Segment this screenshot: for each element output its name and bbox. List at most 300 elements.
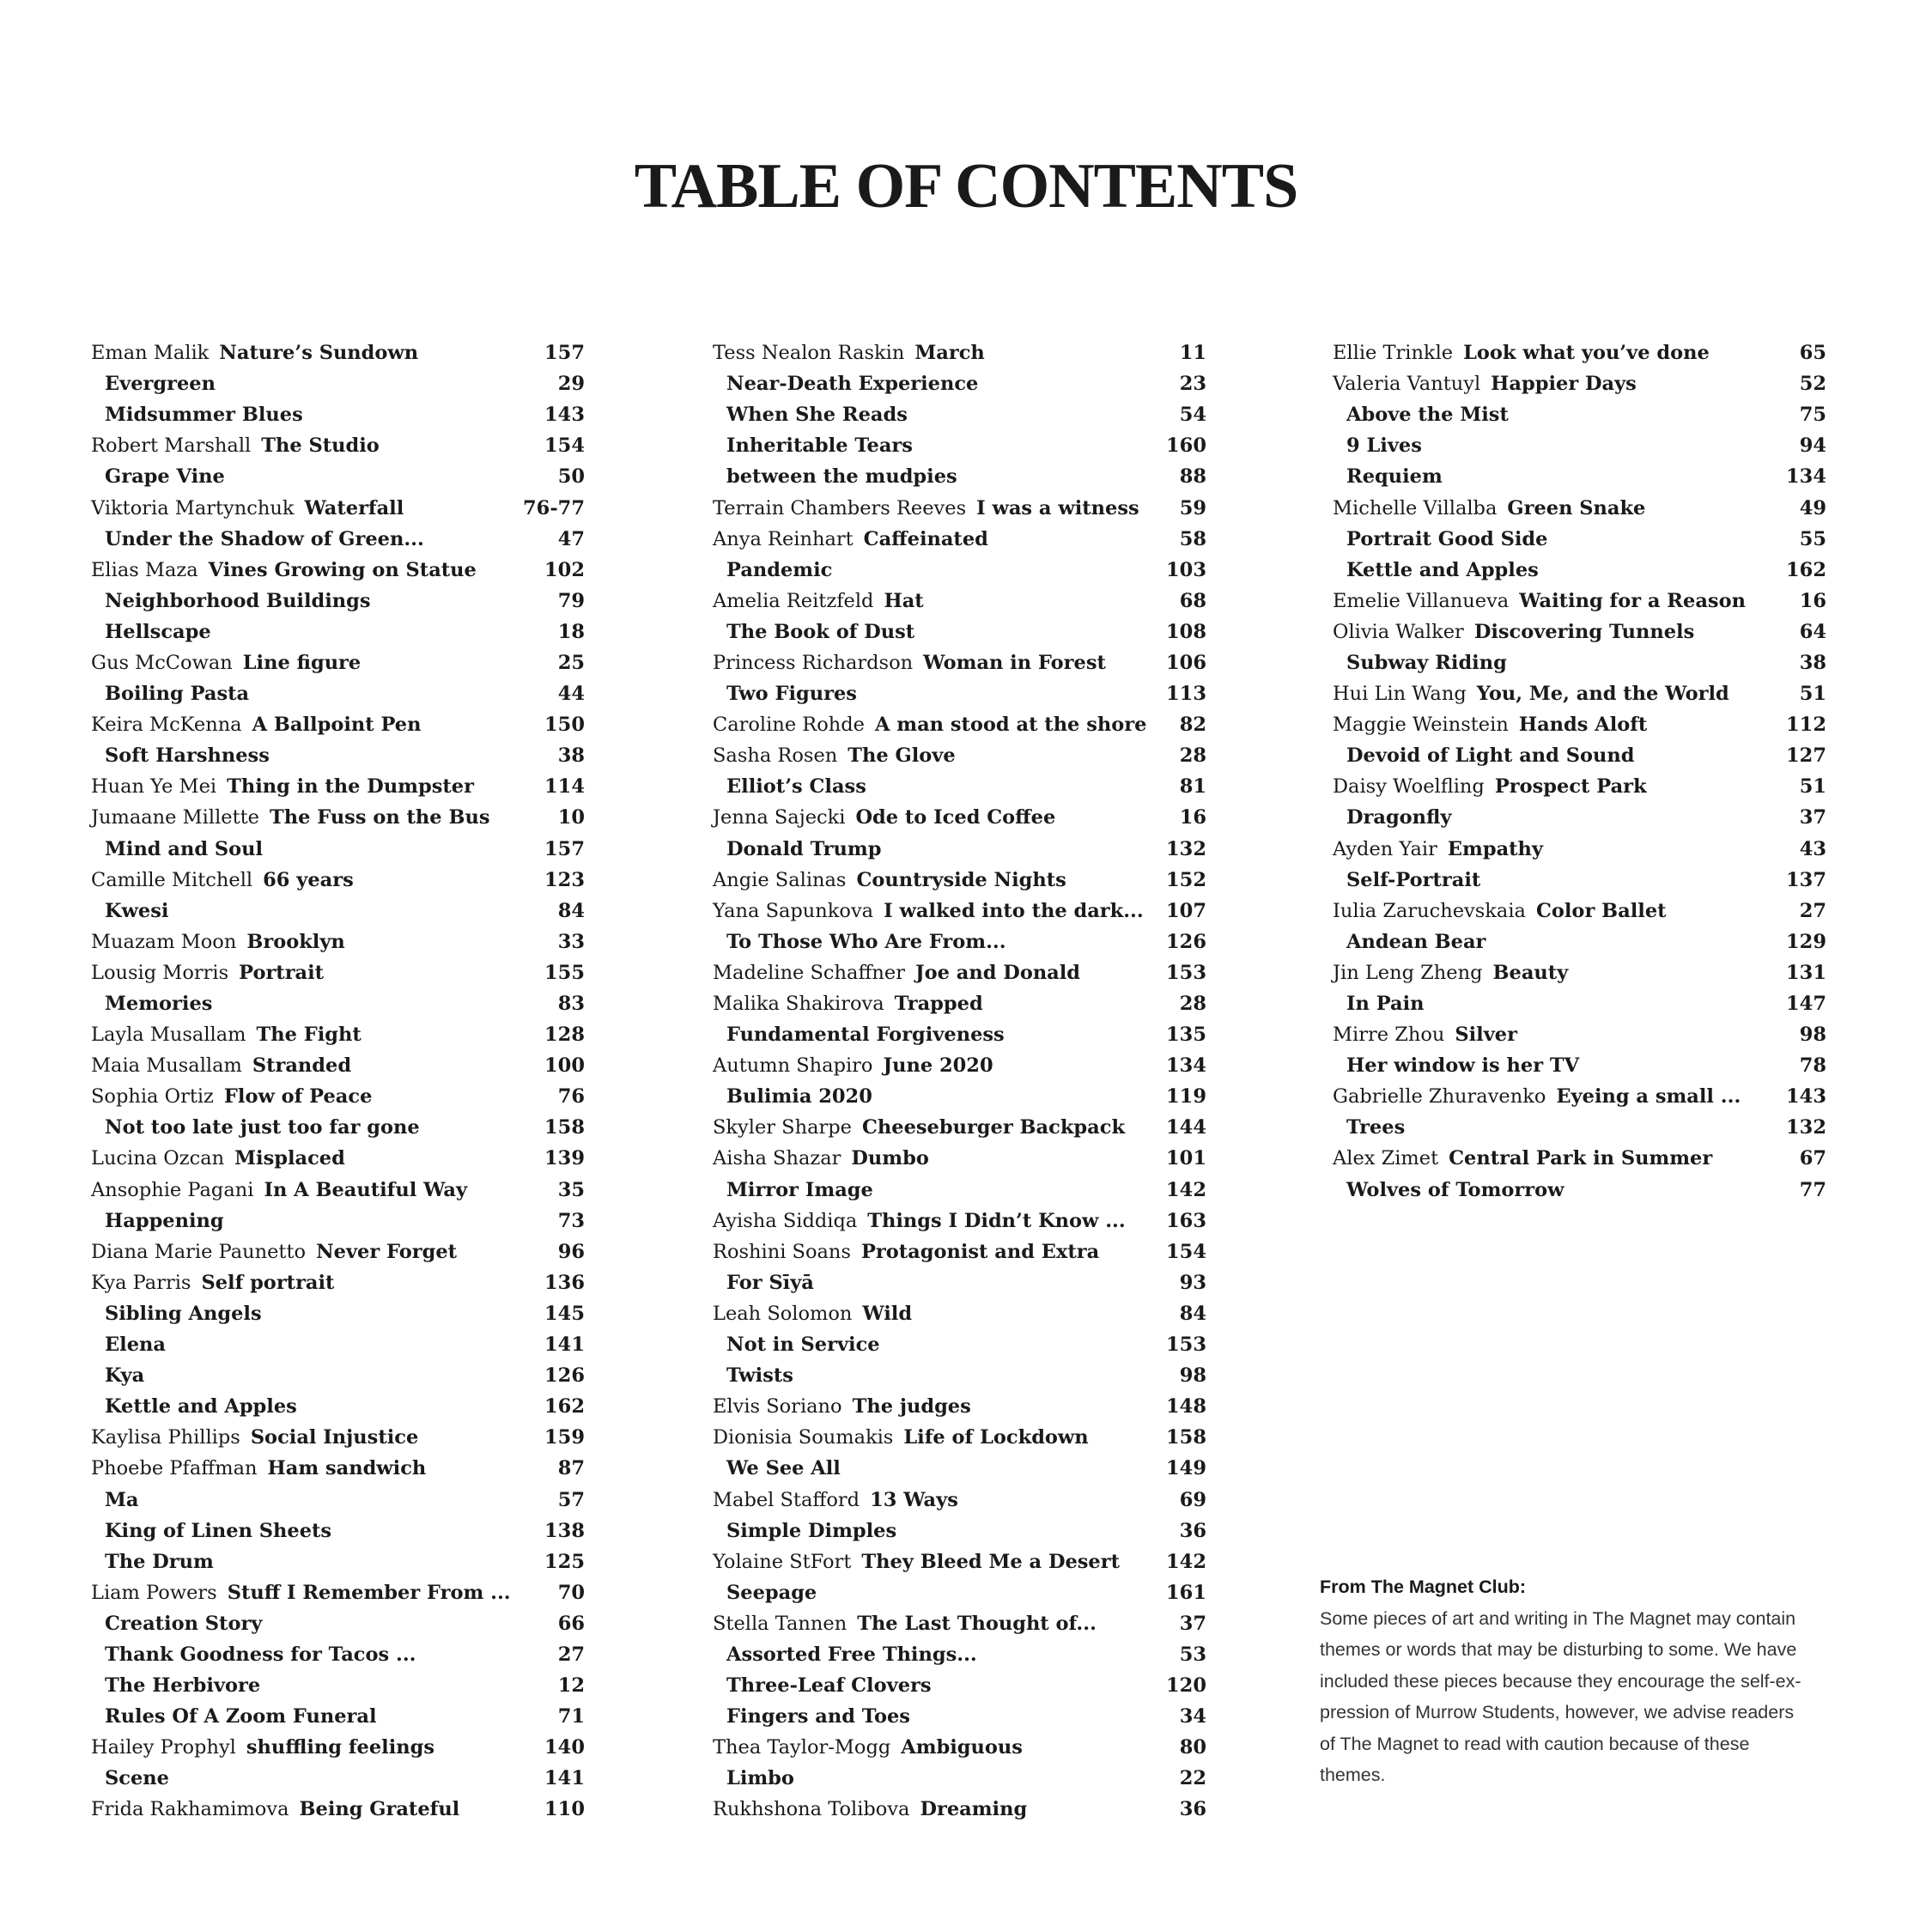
toc-piece-title: Central Park in Summer <box>1449 1147 1713 1170</box>
toc-entry <box>91 1081 585 1112</box>
toc-page-number: 131 <box>1786 961 1826 984</box>
toc-page-number: 23 <box>1179 373 1206 396</box>
toc-entry <box>713 1794 1206 1825</box>
toc-piece-title: Elliot’s Class <box>726 775 866 799</box>
toc-piece-title: Waterfall <box>304 496 404 519</box>
toc-entry <box>91 617 585 647</box>
toc-page-number: 22 <box>1179 1767 1206 1790</box>
toc-piece-title: Kettle and Apples <box>105 1395 297 1419</box>
toc-author: Frida Rakhamimova <box>91 1798 289 1821</box>
toc-entry <box>713 1050 1206 1081</box>
toc-entry <box>713 802 1206 833</box>
toc-author: Dionisia Soumakis <box>713 1426 894 1449</box>
toc-piece-title: Happening <box>105 1209 224 1232</box>
toc-entry <box>91 1453 585 1484</box>
toc-author: Phoebe Pfaffman <box>91 1457 258 1480</box>
toc-piece-title: Wolves of Tomorrow <box>1346 1178 1564 1201</box>
toc-entry <box>713 1143 1206 1174</box>
toc-page-number: 160 <box>1166 434 1206 458</box>
toc-entry <box>1333 957 1826 988</box>
toc-piece-title: Mind and Soul <box>105 837 264 860</box>
toc-entry <box>91 1484 585 1515</box>
toc-page-number: 137 <box>1786 868 1826 891</box>
toc-entry <box>713 1112 1206 1143</box>
toc-author: Yana Sapunkova <box>713 899 874 922</box>
toc-piece-title: Stranded <box>252 1054 352 1078</box>
note-line: themes. <box>1320 1765 1386 1785</box>
note-line: included these pieces because they encourage the self-ex- <box>1320 1670 1801 1692</box>
toc-piece-title: March <box>914 342 985 365</box>
toc-page-number: 134 <box>1166 1054 1206 1078</box>
toc-entry <box>713 1516 1206 1546</box>
toc-author: Daisy Woelfling <box>1333 775 1485 799</box>
toc-page-number: 154 <box>544 434 585 458</box>
toc-piece-title: Nature’s Sundown <box>219 342 419 365</box>
toc-page-number: 38 <box>1799 651 1826 674</box>
toc-entry <box>1333 709 1826 740</box>
toc-page-number: 128 <box>544 1024 585 1047</box>
toc-author: Caroline Rohde <box>713 714 865 737</box>
toc-page-number: 65 <box>1799 342 1826 365</box>
toc-page-number: 98 <box>1799 1024 1826 1047</box>
toc-page-number: 10 <box>557 806 585 829</box>
toc-author: Hui Lin Wang <box>1333 683 1467 706</box>
toc-page-number: 100 <box>544 1054 585 1078</box>
toc-entry <box>91 988 585 1019</box>
toc-page-number: 84 <box>557 899 585 922</box>
toc-page-number: 28 <box>1179 993 1206 1016</box>
toc-entry <box>713 1608 1206 1639</box>
toc-page-number: 75 <box>1799 404 1826 427</box>
toc-page-number: 66 <box>557 1612 585 1635</box>
toc-author: Kya Parris <box>91 1271 191 1294</box>
toc-piece-title: Fundamental Forgiveness <box>726 1024 1005 1047</box>
toc-entry <box>713 461 1206 492</box>
toc-piece-title: Thing in the Dumpster <box>227 775 474 799</box>
toc-page-number: 18 <box>557 620 585 643</box>
toc-piece-title: Wild <box>862 1302 913 1325</box>
toc-piece-title: Silver <box>1455 1024 1517 1047</box>
toc-entry <box>91 896 585 927</box>
toc-page-number: 84 <box>1179 1302 1206 1325</box>
toc-page-number: 16 <box>1799 589 1826 612</box>
toc-piece-title: Eyeing a small ... <box>1556 1085 1741 1109</box>
toc-piece-title: Three-Leaf Clovers <box>726 1674 932 1698</box>
toc-page-number: 83 <box>557 993 585 1016</box>
toc-piece-title: Twists <box>726 1364 793 1388</box>
toc-entry <box>91 927 585 957</box>
toc-page-number: 143 <box>544 404 585 427</box>
toc-entry <box>713 771 1206 802</box>
toc-piece-title: Devoid of Light and Sound <box>1346 744 1635 768</box>
toc-entry <box>713 368 1206 399</box>
toc-page-number: 152 <box>1166 868 1206 891</box>
toc-piece-title: Things I Didn’t Know ... <box>867 1209 1126 1232</box>
toc-entry <box>713 1546 1206 1577</box>
toc-entry <box>713 1175 1206 1206</box>
toc-piece-title: They Bleed Me a Desert <box>861 1550 1120 1573</box>
toc-page-number: 52 <box>1799 373 1826 396</box>
toc-column-1 <box>91 337 585 1826</box>
toc-page-number: 108 <box>1166 620 1206 643</box>
toc-piece-title: Grape Vine <box>105 465 225 489</box>
toc-piece-title: Evergreen <box>105 373 216 396</box>
toc-page-number: 27 <box>557 1643 585 1666</box>
toc-piece-title: Trapped <box>894 993 983 1016</box>
toc-entry <box>91 1794 585 1825</box>
toc-page-number: 136 <box>544 1271 585 1294</box>
toc-piece-title: Discovering Tunnels <box>1473 620 1695 643</box>
toc-entry <box>91 957 585 988</box>
toc-piece-title: The Book of Dust <box>726 620 915 643</box>
toc-page-number: 153 <box>1166 961 1206 984</box>
toc-page-number: 101 <box>1166 1147 1206 1170</box>
toc-page-number: 162 <box>544 1395 585 1419</box>
toc-entry <box>1333 337 1826 368</box>
toc-entry <box>1333 896 1826 927</box>
toc-author: Skyler Sharpe <box>713 1116 852 1139</box>
toc-author: Kaylisa Phillips <box>91 1426 240 1449</box>
toc-entry <box>91 1670 585 1701</box>
toc-piece-title: Simple Dimples <box>726 1519 897 1542</box>
toc-piece-title: Countryside Nights <box>856 868 1066 891</box>
toc-entry <box>1333 586 1826 617</box>
toc-page-number: 80 <box>1179 1736 1206 1759</box>
toc-author: Valeria Vantuyl <box>1333 373 1481 396</box>
toc-author: Michelle Villalba <box>1333 496 1498 519</box>
toc-page-number: 159 <box>544 1426 585 1449</box>
toc-page-number: 37 <box>1179 1612 1206 1635</box>
toc-entry <box>713 927 1206 957</box>
toc-entry <box>713 957 1206 988</box>
toc-entry <box>713 1701 1206 1732</box>
toc-page-number: 88 <box>1179 465 1206 489</box>
toc-entry <box>91 1329 585 1360</box>
note-line: of The Magnet to read with caution because of these <box>1320 1733 1750 1754</box>
toc-piece-title: Being Grateful <box>299 1798 460 1821</box>
toc-entry <box>713 617 1206 647</box>
toc-page-number: 70 <box>557 1581 585 1604</box>
toc-page-number: 79 <box>557 589 585 612</box>
toc-piece-title: June 2020 <box>883 1054 993 1078</box>
toc-piece-title: The Studio <box>261 434 380 458</box>
toc-page-number: 87 <box>557 1457 585 1480</box>
toc-entry <box>91 461 585 492</box>
toc-entry <box>91 1391 585 1422</box>
toc-page-number: 29 <box>557 373 585 396</box>
toc-piece-title: Joe and Donald <box>915 961 1081 984</box>
toc-page-number: 94 <box>1799 434 1826 458</box>
toc-piece-title: In Pain <box>1346 993 1425 1016</box>
toc-entry <box>91 802 585 833</box>
toc-author: Anya Reinhart <box>713 527 854 550</box>
toc-piece-title: Seepage <box>726 1581 817 1604</box>
toc-piece-title: In A Beautiful Way <box>264 1178 468 1201</box>
toc-entry <box>91 1608 585 1639</box>
toc-page-number: 38 <box>557 744 585 768</box>
toc-piece-title: Dreaming <box>920 1798 1028 1821</box>
toc-piece-title: Assorted Free Things... <box>726 1643 977 1666</box>
toc-entry <box>713 1763 1206 1794</box>
toc-author: Mabel Stafford <box>713 1488 860 1511</box>
toc-piece-title: You, Me, and the World <box>1476 683 1729 706</box>
toc-entry <box>91 1577 585 1608</box>
toc-entry <box>91 586 585 617</box>
toc-entry <box>91 399 585 430</box>
toc-entry <box>1333 771 1826 802</box>
toc-page-number: 157 <box>544 342 585 365</box>
toc-entry <box>91 1112 585 1143</box>
toc-page-number: 125 <box>544 1550 585 1573</box>
toc-piece-title: Kettle and Apples <box>1346 558 1539 581</box>
toc-entry <box>1333 865 1826 896</box>
toc-author: Camille Mitchell <box>91 868 253 891</box>
toc-page-number: 82 <box>1179 714 1206 737</box>
toc-page-number: 112 <box>1786 714 1826 737</box>
toc-piece-title: The Drum <box>105 1550 214 1573</box>
toc-author: Hailey Prophyl <box>91 1736 236 1759</box>
toc-page-number: 36 <box>1179 1798 1206 1821</box>
toc-piece-title: Under the Shadow of Green... <box>105 527 424 550</box>
toc-entry <box>1333 802 1826 833</box>
toc-piece-title: Portrait Good Side <box>1346 527 1548 550</box>
toc-author: Eman Malik <box>91 342 210 365</box>
toc-author: Jin Leng Zheng <box>1333 961 1483 984</box>
toc-piece-title: Bulimia 2020 <box>726 1085 872 1109</box>
toc-piece-title: Creation Story <box>105 1612 263 1635</box>
toc-piece-title: Donald Trump <box>726 837 882 860</box>
toc-author: Maia Musallam <box>91 1054 242 1078</box>
toc-page-number: 16 <box>1179 806 1206 829</box>
toc-entry <box>1333 524 1826 555</box>
toc-page-number: 59 <box>1179 496 1206 519</box>
toc-piece-title: Ham sandwich <box>267 1457 427 1480</box>
toc-piece-title: Sibling Angels <box>105 1302 262 1325</box>
toc-author: Tess Nealon Raskin <box>713 342 905 365</box>
toc-entry <box>91 1298 585 1329</box>
toc-page-number: 73 <box>557 1209 585 1232</box>
toc-page-number: 163 <box>1166 1209 1206 1232</box>
toc-entry <box>1333 368 1826 399</box>
toc-entry <box>713 337 1206 368</box>
toc-entry <box>91 524 585 555</box>
toc-entry <box>1333 492 1826 523</box>
toc-entry <box>91 1546 585 1577</box>
toc-page-number: 135 <box>1166 1024 1206 1047</box>
toc-page-number: 153 <box>1166 1334 1206 1357</box>
toc-piece-title: Kwesi <box>105 899 169 922</box>
toc-entry <box>713 1732 1206 1763</box>
toc-piece-title: Life of Lockdown <box>903 1426 1089 1449</box>
toc-author: Iulia Zaruchevskaia <box>1333 899 1526 922</box>
toc-page-number: 64 <box>1799 620 1826 643</box>
toc-entry <box>1333 430 1826 461</box>
toc-author: Terrain Chambers Reeves <box>713 496 967 519</box>
toc-page-number: 143 <box>1786 1085 1826 1109</box>
toc-piece-title: To Those Who Are From... <box>726 930 1006 953</box>
toc-entry <box>1333 647 1826 678</box>
toc-entry <box>91 647 585 678</box>
toc-author: Viktoria Martynchuk <box>91 496 295 519</box>
toc-page-number: 140 <box>544 1736 585 1759</box>
toc-page-number: 51 <box>1799 775 1826 799</box>
toc-page-number: 54 <box>1179 404 1206 427</box>
toc-page-number: 144 <box>1166 1116 1206 1139</box>
toc-page-number: 142 <box>1166 1178 1206 1201</box>
toc-entry <box>713 1360 1206 1391</box>
toc-piece-title: Fingers and Toes <box>726 1705 910 1728</box>
toc-author: Aisha Shazar <box>713 1147 841 1170</box>
toc-page-number: 68 <box>1179 589 1206 612</box>
toc-page-number: 155 <box>544 961 585 984</box>
toc-page-number: 78 <box>1799 1054 1826 1078</box>
toc-piece-title: We See All <box>726 1457 841 1480</box>
toc-piece-title: Near-Death Experience <box>726 373 979 396</box>
toc-entry <box>713 834 1206 865</box>
toc-page-number: 37 <box>1799 806 1826 829</box>
toc-piece-title: Woman in Forest <box>923 651 1106 674</box>
note-line: Some pieces of art and writing in The Magnet may contain <box>1320 1607 1796 1629</box>
toc-entry <box>713 678 1206 709</box>
toc-entry <box>1333 834 1826 865</box>
toc-page-number: 50 <box>557 465 585 489</box>
toc-entry <box>1333 927 1826 957</box>
toc-entry <box>713 1236 1206 1267</box>
toc-piece-title: Social Injustice <box>250 1426 419 1449</box>
toc-author: Sasha Rosen <box>713 744 838 768</box>
toc-piece-title: Dragonfly <box>1346 806 1452 829</box>
toc-author: Jumaane Millette <box>91 806 259 829</box>
toc-author: Angie Salinas <box>713 868 847 891</box>
toc-entry <box>91 1143 585 1174</box>
toc-piece-title: Not too late just too far gone <box>105 1116 420 1139</box>
toc-piece-title: Hands Aloft <box>1518 714 1648 737</box>
toc-page-number: 113 <box>1166 683 1206 706</box>
toc-piece-title: Inheritable Tears <box>726 434 913 458</box>
toc-author: Alex Zimet <box>1333 1147 1439 1170</box>
toc-page-number: 77 <box>1799 1178 1826 1201</box>
toc-author: Lucina Ozcan <box>91 1147 225 1170</box>
toc-entry <box>1333 399 1826 430</box>
toc-piece-title: Neighborhood Buildings <box>105 589 371 612</box>
toc-piece-title: shuffling feelings <box>246 1736 435 1759</box>
toc-entry <box>713 988 1206 1019</box>
toc-page-number: 35 <box>557 1178 585 1201</box>
toc-entry <box>91 555 585 586</box>
toc-page-number: 58 <box>1179 527 1206 550</box>
toc-entry <box>91 1206 585 1236</box>
toc-author: Madeline Schaffner <box>713 961 905 984</box>
toc-page-number: 106 <box>1166 651 1206 674</box>
toc-piece-title: Her window is her TV <box>1346 1054 1580 1078</box>
note-heading: From The Magnet Club: <box>1320 1577 1527 1597</box>
toc-page-number: 103 <box>1166 558 1206 581</box>
toc-piece-title: Line figure <box>242 651 361 674</box>
toc-author: Gabrielle Zhuravenko <box>1333 1085 1546 1109</box>
toc-piece-title: Two Figures <box>726 683 857 706</box>
toc-piece-title: Flow of Peace <box>223 1085 373 1109</box>
toc-author: Maggie Weinstein <box>1333 714 1509 737</box>
toc-piece-title: 9 Lives <box>1346 434 1422 458</box>
toc-piece-title: Cheeseburger Backpack <box>861 1116 1126 1139</box>
toc-author: Lousig Morris <box>91 961 229 984</box>
toc-author: Sophia Ortiz <box>91 1085 214 1109</box>
toc-entry <box>713 1484 1206 1515</box>
toc-entry <box>1333 461 1826 492</box>
magnet-club-note <box>1320 1571 1844 1791</box>
toc-page-number: 154 <box>1166 1240 1206 1263</box>
toc-entry <box>91 678 585 709</box>
toc-entry <box>1333 1112 1826 1143</box>
toc-page-number: 53 <box>1179 1643 1206 1666</box>
toc-page-number: 147 <box>1786 993 1826 1016</box>
toc-page-number: 76 <box>557 1085 585 1109</box>
toc-entry <box>1333 1175 1826 1206</box>
toc-author: Roshini Soans <box>713 1240 851 1263</box>
toc-piece-title: I walked into the dark... <box>884 899 1144 922</box>
toc-author: Elias Maza <box>91 558 198 581</box>
toc-entry <box>713 555 1206 586</box>
toc-piece-title: The Fight <box>256 1024 361 1047</box>
toc-page-number: 33 <box>557 930 585 953</box>
toc-piece-title: Self portrait <box>201 1271 335 1294</box>
toc-entry <box>713 1422 1206 1453</box>
toc-page-number: 119 <box>1166 1085 1206 1109</box>
toc-page-number: 145 <box>544 1302 585 1325</box>
toc-entry <box>713 1019 1206 1050</box>
toc-author: Ayden Yair <box>1333 837 1437 860</box>
toc-page-number: 107 <box>1166 899 1206 922</box>
toc-piece-title: Subway Riding <box>1346 651 1507 674</box>
toc-piece-title: Rules Of A Zoom Funeral <box>105 1705 377 1728</box>
toc-piece-title: Look what you’ve done <box>1463 342 1710 365</box>
toc-page-number: 57 <box>557 1488 585 1511</box>
toc-entry <box>713 524 1206 555</box>
toc-entry <box>91 1360 585 1391</box>
toc-entry <box>713 586 1206 617</box>
toc-author: Robert Marshall <box>91 434 252 458</box>
toc-author: Stella Tannen <box>713 1612 848 1635</box>
toc-entry <box>713 1577 1206 1608</box>
toc-page-number: 49 <box>1799 496 1826 519</box>
toc-entry <box>91 1763 585 1794</box>
toc-piece-title: The Last Thought of... <box>857 1612 1097 1635</box>
toc-entry <box>91 1639 585 1670</box>
toc-entry <box>91 1701 585 1732</box>
toc-page-number: 132 <box>1166 837 1206 860</box>
toc-piece-title: Vines Growing on Statue <box>208 558 477 581</box>
toc-author: Ayisha Siddiqa <box>713 1209 858 1232</box>
toc-page-number: 120 <box>1166 1674 1206 1698</box>
toc-entry <box>1333 988 1826 1019</box>
toc-page-number: 67 <box>1799 1147 1826 1170</box>
toc-piece-title: Elena <box>105 1334 166 1357</box>
toc-piece-title: Mirror Image <box>726 1178 873 1201</box>
toc-entry <box>1333 740 1826 771</box>
toc-page-number: 139 <box>544 1147 585 1170</box>
toc-page-number: 162 <box>1786 558 1826 581</box>
toc-piece-title: Never Forget <box>316 1240 458 1263</box>
toc-entry <box>713 1329 1206 1360</box>
toc-page-number: 44 <box>557 683 585 706</box>
toc-entry <box>713 740 1206 771</box>
toc-page-number: 138 <box>544 1519 585 1542</box>
note-line: themes or words that may be disturbing to some. We have <box>1320 1639 1797 1660</box>
toc-piece-title: Memories <box>105 993 213 1016</box>
toc-page-number: 126 <box>544 1364 585 1388</box>
toc-entry <box>1333 1050 1826 1081</box>
toc-page-number: 93 <box>1179 1271 1206 1294</box>
